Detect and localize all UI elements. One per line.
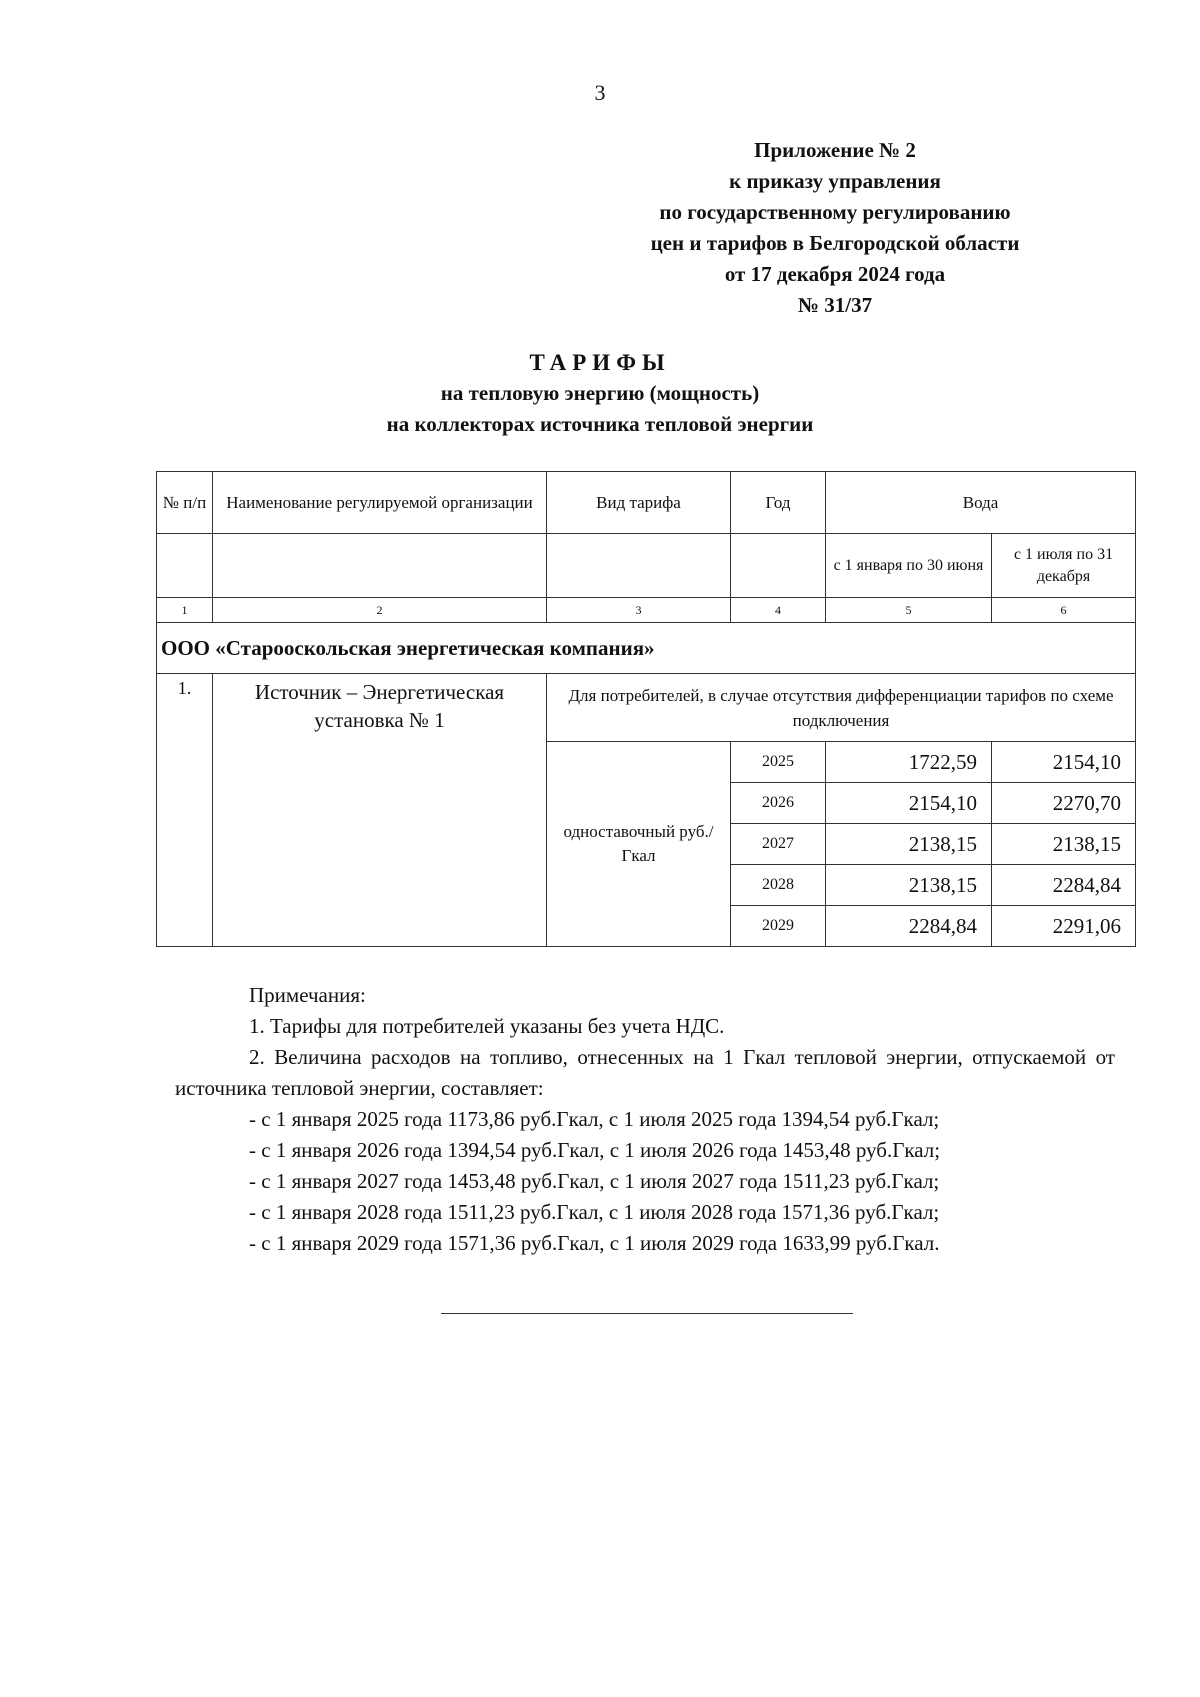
column-number: 4 (731, 598, 826, 623)
tariff-year: 2029 (731, 906, 826, 947)
header-period-first-half: с 1 января по 30 июня (826, 534, 992, 598)
title-block (300, 348, 900, 440)
tariff-value-first-half: 2154,10 (826, 783, 992, 824)
tariff-type: одноставочный руб./Гкал (547, 742, 731, 947)
tariff-value-first-half: 1722,59 (826, 742, 992, 783)
fuel-cost-line: - с 1 января 2026 года 1394,54 руб.Гкал, с 1 июля 2026 года 1453,48 руб.Гкал; (249, 1138, 941, 1162)
tariff-value-second-half: 2291,06 (992, 906, 1136, 947)
fuel-cost-line: - с 1 января 2028 года 1511,23 руб.Гкал, с 1 июля 2028 года 1571,36 руб.Гкал; (249, 1200, 940, 1224)
header-organization-name: Наименование регулируемой организации (213, 472, 547, 534)
column-number: 5 (826, 598, 992, 623)
appendix-header (575, 135, 1095, 321)
tariff-year: 2026 (731, 783, 826, 824)
organization-name: ООО «Старооскольская энергетическая компания» (157, 623, 1136, 674)
appendix-line: Приложение № 2 (754, 138, 916, 162)
tariff-value-first-half: 2284,84 (826, 906, 992, 947)
notes-heading: Примечания: (249, 983, 366, 1007)
notes-section (175, 980, 1115, 1259)
tariff-value-second-half: 2284,84 (992, 865, 1136, 906)
tariff-year: 2027 (731, 824, 826, 865)
header-tariff-type: Вид тарифа (547, 472, 731, 534)
row-number: 1. (157, 674, 213, 947)
header-period-second-half: с 1 июля по 31 декабря (992, 534, 1136, 598)
page-number: 3 (594, 80, 606, 105)
document-title: ТАРИФЫ (529, 350, 671, 375)
tariff-value-second-half: 2270,70 (992, 783, 1136, 824)
closing-divider (441, 1313, 853, 1314)
appendix-line: от 17 декабря 2024 года (724, 262, 946, 286)
tariff-value-second-half: 2138,15 (992, 824, 1136, 865)
consumers-note: Для потребителей, в случае отсутствия дифференциации тарифов по схеме подключения (547, 674, 1136, 742)
column-number: 6 (992, 598, 1136, 623)
empty-cell (157, 534, 213, 598)
empty-cell (213, 534, 547, 598)
appendix-line: по государственному регулированию (659, 200, 1011, 224)
document-subtitle-line: на тепловую энергию (мощность) (440, 381, 760, 405)
fuel-cost-line: - с 1 января 2029 года 1571,36 руб.Гкал, с 1 июля 2029 года 1633,99 руб.Гкал. (249, 1231, 940, 1255)
tariff-year: 2025 (731, 742, 826, 783)
document-subtitle-line: на коллекторах источника тепловой энергии (386, 412, 814, 436)
header-water: Вода (826, 472, 1136, 534)
appendix-line: цен и тарифов в Белгородской области (650, 231, 1020, 255)
heat-source-name: Источник – Энергетическая установка № 1 (213, 674, 547, 947)
column-number: 1 (157, 598, 213, 623)
note-item: 2. Величина расходов на топливо, отнесенных на 1 Гкал тепловой энергии, отпускаемой от источника тепловой энергии, составляет: (175, 1045, 1115, 1100)
header-num: № п/п (157, 472, 213, 534)
column-number: 3 (547, 598, 731, 623)
tariff-value-first-half: 2138,15 (826, 865, 992, 906)
note-item: 1. Тарифы для потребителей указаны без учета НДС. (249, 1014, 725, 1038)
empty-cell (547, 534, 731, 598)
tariff-value-second-half: 2154,10 (992, 742, 1136, 783)
appendix-line: № 31/37 (797, 293, 873, 317)
empty-cell (731, 534, 826, 598)
fuel-cost-line: - с 1 января 2025 года 1173,86 руб.Гкал, с 1 июля 2025 года 1394,54 руб.Гкал; (249, 1107, 940, 1131)
tariff-year: 2028 (731, 865, 826, 906)
header-year: Год (731, 472, 826, 534)
tariff-value-first-half: 2138,15 (826, 824, 992, 865)
column-number: 2 (213, 598, 547, 623)
fuel-cost-line: - с 1 января 2027 года 1453,48 руб.Гкал, с 1 июля 2027 года 1511,23 руб.Гкал; (249, 1169, 940, 1193)
tariff-table (156, 471, 1136, 947)
appendix-line: к приказу управления (729, 169, 941, 193)
